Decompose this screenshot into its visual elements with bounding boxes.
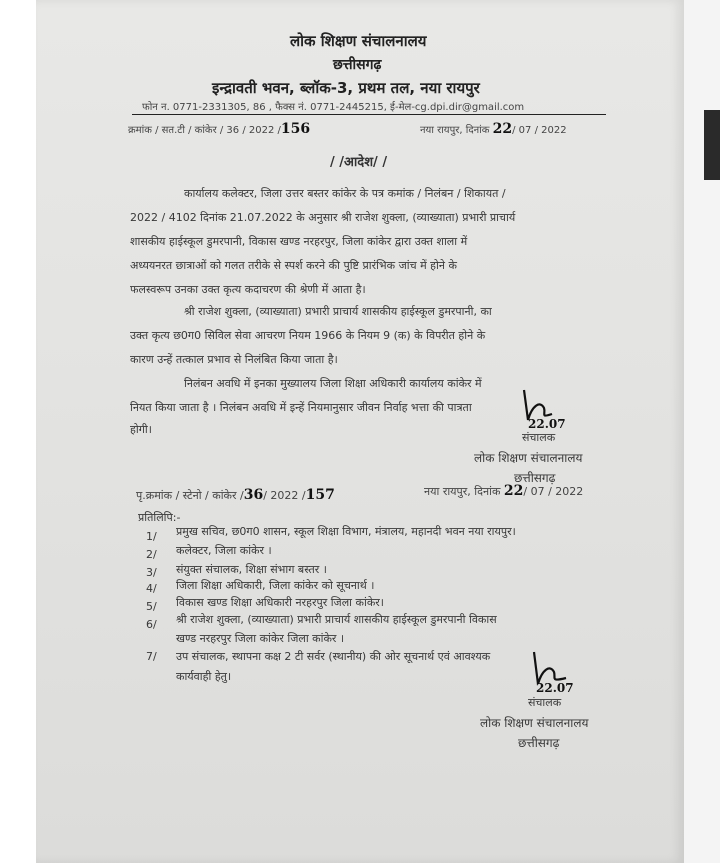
copy-7-text: उप संचालक, स्थापना कक्ष 2 टी सर्वर (स्थानीय) की ओर सूचनार्थ एवं आवश्यक xyxy=(176,650,491,663)
copy-7-cont: कार्यवाही हेतु। xyxy=(176,670,232,683)
copy-7-num: 7/ xyxy=(146,650,157,663)
endorsement-date-rest: / 07 / 2022 xyxy=(523,485,584,498)
signature1-state: छत्तीसगढ़ xyxy=(514,471,556,485)
letterhead-office: लोक शिक्षण संचालनालय xyxy=(290,32,427,50)
letterhead-state: छत्तीसगढ़ xyxy=(333,57,382,73)
para3-line1: निलंबन अवधि में इनका मुख्यालय जिला शिक्षा अधिकारी कार्यालय कांकेर में xyxy=(184,377,482,390)
order-number xyxy=(128,121,310,137)
para1-line4: अध्ययनरत छात्राओं को गलत तरीके से स्पर्श करने की पुष्टि प्रारंभिक जांच में होने के xyxy=(130,259,457,272)
para1-line3: शासकीय हाईस्कूल डुमरपानी, विकास खण्ड नरहरपुर, जिला कांकेर द्वारा उक्त शाला में xyxy=(130,235,468,248)
para2-line3: कारण उन्हें तत्काल प्रभाव से निलंबित किया जाता है। xyxy=(130,353,338,366)
order-date-rest: / 07 / 2022 xyxy=(512,125,567,136)
signature1-designation: संचालक xyxy=(522,431,556,444)
copy-heading: प्रतिलिपि:- xyxy=(138,511,181,524)
copy-6-cont: खण्ड नरहरपुर जिला कांकेर जिला कांकेर । xyxy=(176,632,345,645)
para1-line2: 2022 / 4102 दिनांक 21.07.2022 के अनुसार श्री राजेश शुक्ला, (व्याख्याता) प्रभारी प्राचार्य xyxy=(130,211,516,224)
signature2-office: लोक शिक्षण संचालनालय xyxy=(480,716,589,730)
para1-line1: कार्यालय कलेक्टर, जिला उत्तर बस्तर कांकेर के पत्र कमांक / निलंबन / शिकायत / xyxy=(184,187,506,200)
copy-4-num: 4/ xyxy=(146,582,157,595)
signature1-office: लोक शिक्षण संचालनालय xyxy=(474,451,583,465)
copy-3-text: संयुक्त संचालक, शिक्षा संभाग बस्तर । xyxy=(176,563,327,576)
copy-1-num: 1/ xyxy=(146,530,157,543)
copy-5-text: विकास खण्ड शिक्षा अधिकारी नरहरपुर जिला कांकेर। xyxy=(176,596,384,609)
copy-2-text: कलेक्टर, जिला कांकेर । xyxy=(176,544,272,557)
para3-line2: नियत किया जाता है । निलंबन अवधि में इन्हें नियमानुसार जीवन निर्वाह भत्ता की पात्रता xyxy=(130,401,472,414)
endorsement-number-suffix: 157 xyxy=(305,487,335,503)
letterhead-contact: फोन न. 0771-2331305, 86 , फैक्स नं. 0771-2445215, ई-मेल-cg.dpi.dir@gmail.com xyxy=(142,102,525,113)
copy-5-num: 5/ xyxy=(146,600,157,613)
copy-6-num: 6/ xyxy=(146,618,157,631)
endorsement-number-prefix: पृ.क्रमांक / स्टेनो / कांकेर / xyxy=(136,489,244,502)
order-number-prefix: क्रमांक / सत.टी / कांकेर / 36 / 2022 / xyxy=(128,125,281,136)
signature2-date: 22.07 xyxy=(536,681,574,695)
order-title: / /आदेश/ / xyxy=(330,155,388,170)
signature1-date: 22.07 xyxy=(528,417,566,431)
order-date-day: 22 xyxy=(492,121,513,137)
signature2-designation: संचालक xyxy=(528,696,562,709)
signature2-state: छत्तीसगढ़ xyxy=(518,736,560,750)
endorsement-date xyxy=(424,483,583,499)
endorsement-number-36: 36 xyxy=(243,487,264,503)
endorsement-number xyxy=(136,487,335,503)
para1-line5: फलस्वरूप उनका उक्त कृत्य कदाचरण की श्रेणी में आता है। xyxy=(130,283,366,296)
copy-6-text: श्री राजेश शुक्ला, (व्याख्याता) प्रभारी प्राचार्य शासकीय हाईस्कूल डुमरपानी विकास xyxy=(176,613,497,626)
copy-1-text: प्रमुख सचिव, छ0ग0 शासन, स्कूल शिक्षा विभाग, मंत्रालय, महानदी भवन नया रायपुर। xyxy=(176,525,516,538)
para3-line3: होगी। xyxy=(130,423,152,436)
letterhead-address: इन्द्रावती भवन, ब्लॉक-3, प्रथम तल, नया रायपुर xyxy=(212,79,480,97)
copy-3-num: 3/ xyxy=(146,566,157,579)
order-date xyxy=(420,121,567,137)
order-date-prefix: नया रायपुर, दिनांक xyxy=(420,125,490,136)
order-number-suffix: 156 xyxy=(280,121,311,137)
copy-2-num: 2/ xyxy=(146,548,157,561)
endorsement-number-mid: / 2022 / xyxy=(263,489,306,502)
letterhead-rule xyxy=(132,114,606,115)
copy-4-text: जिला शिक्षा अधिकारी, जिला कांकेर को सूचनार्थ । xyxy=(176,579,375,592)
endorsement-date-day: 22 xyxy=(503,483,524,499)
para2-line2: उक्त कृत्य छ0ग0 सिविल सेवा आचरण नियम 1966 के नियम 9 (क) के विपरीत होने के xyxy=(130,329,486,342)
endorsement-date-prefix: नया रायपुर, दिनांक xyxy=(424,485,501,498)
para2-line1: श्री राजेश शुक्ला, (व्याख्याता) प्रभारी प्राचार्य शासकीय हाईस्कूल डुमरपानी, का xyxy=(184,305,492,318)
edge-shadow xyxy=(704,110,720,180)
